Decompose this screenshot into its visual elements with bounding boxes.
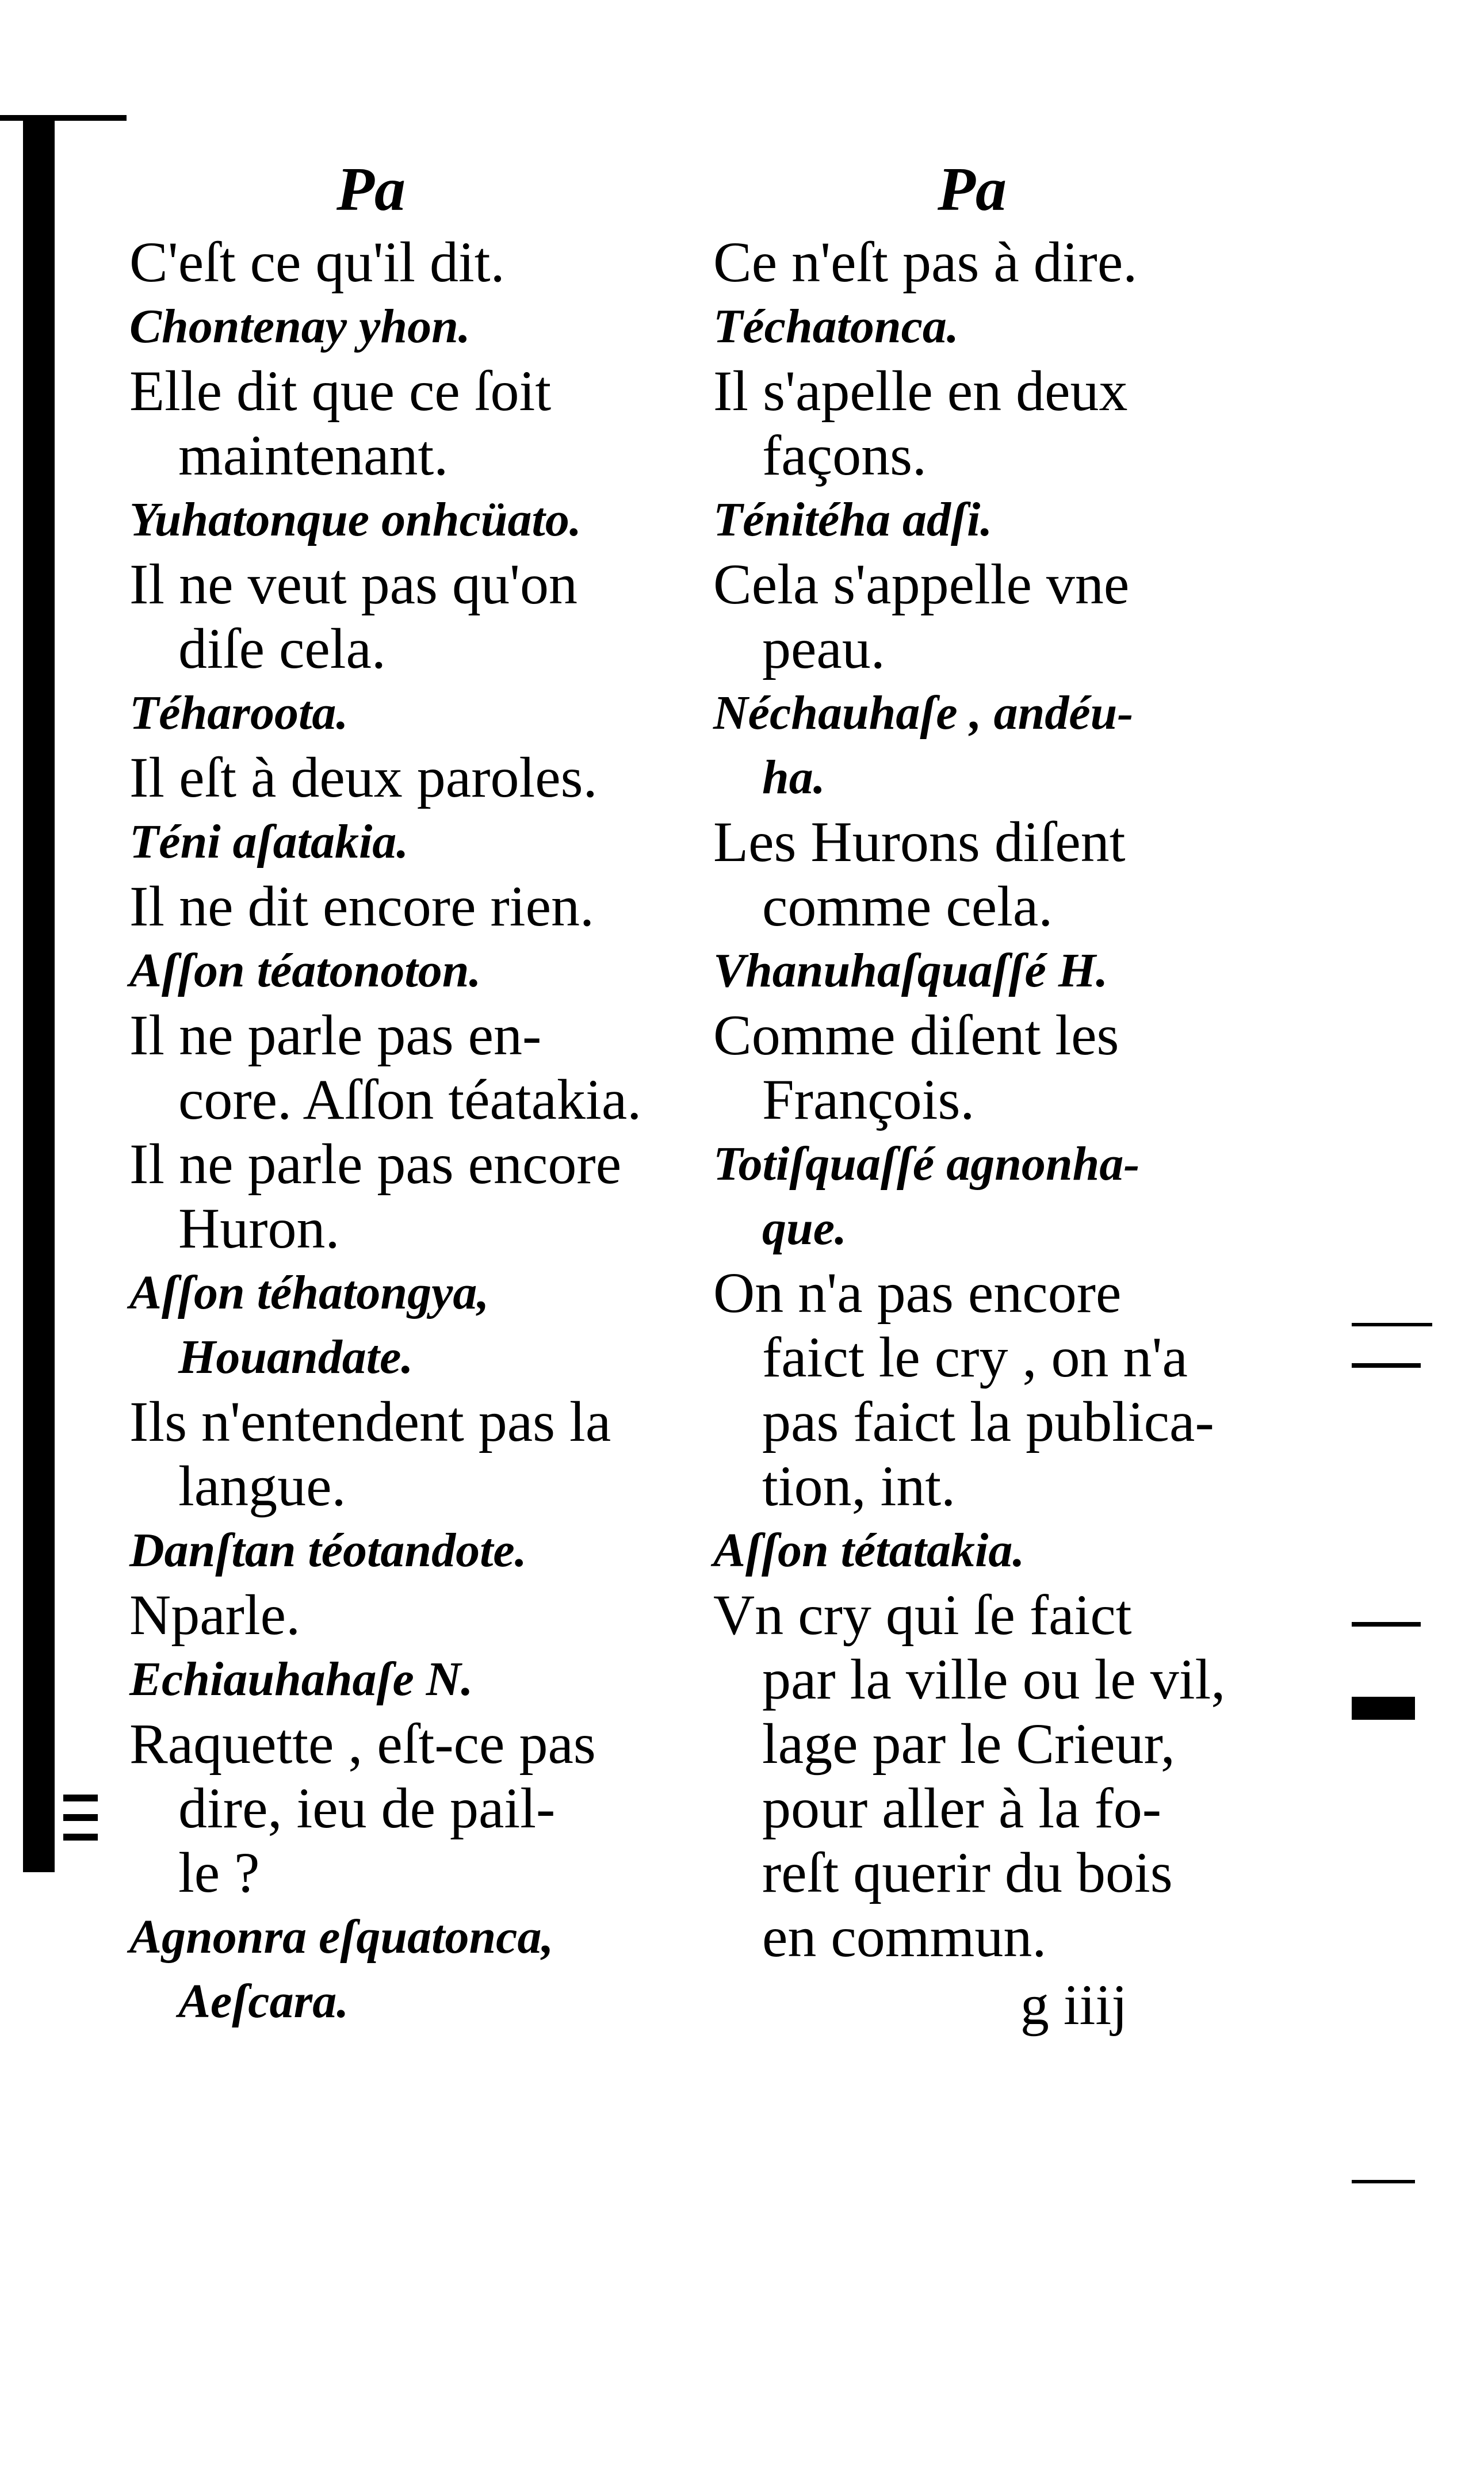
french-entry bbox=[129, 1003, 682, 1132]
huron-entry bbox=[713, 294, 1265, 359]
entry-line: par la ville ou le vil, bbox=[762, 1647, 1226, 1711]
french-entry bbox=[129, 1132, 682, 1261]
entry-line: peau. bbox=[762, 617, 885, 680]
french-entry bbox=[129, 230, 682, 294]
running-head-left: Pa bbox=[336, 155, 406, 224]
huron-entry bbox=[713, 939, 1265, 1003]
entry-line: Ce n'eſt pas à dire. bbox=[713, 230, 1138, 294]
huron-entry bbox=[129, 1905, 682, 2034]
entry-line: Elle dit que ce ſoit bbox=[129, 359, 552, 423]
french-entry bbox=[129, 552, 682, 681]
entry-line: Agnonra eſquatonca, bbox=[129, 1910, 554, 1964]
huron-entry bbox=[129, 939, 682, 1003]
entry-line: Totiſquaſſé agnonha- bbox=[713, 1137, 1140, 1191]
entry-line: maintenant. bbox=[178, 423, 449, 487]
entry-line: Il s'apelle en deux bbox=[713, 359, 1128, 423]
entry-line: Yuhatonque onhcüato. bbox=[129, 493, 582, 546]
huron-entry bbox=[713, 488, 1265, 552]
entry-line: en commun. bbox=[762, 1905, 1047, 1969]
huron-entry bbox=[129, 1518, 682, 1583]
huron-entry bbox=[129, 488, 682, 552]
entry-line: Il ne parle pas encore bbox=[129, 1132, 622, 1196]
entry-line: Il eſt à deux paroles. bbox=[129, 745, 598, 809]
huron-entry bbox=[713, 1518, 1265, 1583]
french-entry bbox=[713, 552, 1265, 681]
huron-entry bbox=[129, 294, 682, 359]
huron-entry bbox=[129, 681, 682, 745]
entry-line: Aſſon tétatakia. bbox=[713, 1524, 1025, 1577]
huron-entry bbox=[129, 1647, 682, 1712]
entry-line: C'eſt ce qu'il dit. bbox=[129, 230, 505, 294]
entry-line: Aeſcara. bbox=[178, 1975, 349, 2028]
huron-entry bbox=[129, 1261, 682, 1390]
entry-line: pas faict la publica- bbox=[762, 1390, 1214, 1453]
entry-line: Huron. bbox=[178, 1196, 340, 1260]
entry-line: Il ne veut pas qu'on bbox=[129, 552, 577, 616]
french-entry bbox=[129, 1583, 682, 1647]
entry-line: Raquette , eſt-ce pas bbox=[129, 1712, 596, 1776]
entry-line: Les Hurons diſent bbox=[713, 810, 1126, 874]
french-entry bbox=[713, 1261, 1265, 1518]
french-entry bbox=[129, 1712, 682, 1905]
french-entry bbox=[713, 1003, 1265, 1132]
entry-line: le ? bbox=[178, 1841, 260, 1904]
french-entry bbox=[713, 359, 1265, 488]
entry-line: reſt querir du bois bbox=[762, 1841, 1173, 1904]
huron-entry bbox=[713, 1132, 1265, 1261]
entry-line: diſe cela. bbox=[178, 617, 386, 680]
entry-line: Vn cry qui ſe faict bbox=[713, 1583, 1132, 1647]
french-entry bbox=[713, 1583, 1265, 1969]
entry-line: Vhanuhaſquaſſé H. bbox=[713, 944, 1108, 997]
entry-line: Il ne parle pas en- bbox=[129, 1003, 542, 1067]
french-entry bbox=[713, 230, 1265, 294]
entry-line: Ils n'entendent pas la bbox=[129, 1390, 611, 1453]
right-entries bbox=[713, 230, 1265, 1969]
entry-line: Cela s'appelle vne bbox=[713, 552, 1130, 616]
running-head-right: Pa bbox=[938, 155, 1007, 224]
entry-line: lage par le Crieur, bbox=[762, 1712, 1175, 1776]
entry-line: Aſſon téhatongya, bbox=[129, 1266, 489, 1319]
entry-line: Echiauhahaſe N. bbox=[129, 1652, 473, 1706]
entry-line: tion, int. bbox=[762, 1454, 956, 1518]
entry-line: Téni aſatakia. bbox=[129, 815, 409, 869]
entry-line: langue. bbox=[178, 1454, 346, 1518]
binding-edge-top bbox=[0, 115, 127, 121]
entry-line: François. bbox=[762, 1068, 975, 1131]
entry-line: Houandate. bbox=[178, 1330, 414, 1384]
entry-line: Téchatonca. bbox=[713, 300, 959, 353]
entry-line: On n'a pas encore bbox=[713, 1261, 1122, 1325]
entry-line: comme cela. bbox=[762, 874, 1053, 938]
entry-line: Nparle. bbox=[129, 1583, 301, 1647]
entry-line: Ténitéha adſi. bbox=[713, 493, 993, 546]
left-column bbox=[129, 155, 682, 2034]
entry-line: faict le cry , on n'a bbox=[762, 1325, 1188, 1389]
entry-line: core. Aſſon téatakia. bbox=[178, 1068, 642, 1131]
entry-line: Comme diſent les bbox=[713, 1003, 1119, 1067]
entry-line: Téharoota. bbox=[129, 686, 349, 740]
entry-line: Il ne dit encore rien. bbox=[129, 874, 594, 938]
signature-mark: g iiij bbox=[1020, 1973, 1127, 2037]
entry-line: ha. bbox=[762, 751, 825, 804]
margin-ticks bbox=[63, 1795, 98, 1858]
french-entry bbox=[129, 359, 682, 488]
entry-line: que. bbox=[762, 1202, 847, 1255]
huron-entry bbox=[713, 681, 1265, 810]
entry-line: pour aller à la fo- bbox=[762, 1776, 1162, 1840]
binding-edge bbox=[23, 118, 55, 1872]
huron-entry bbox=[129, 810, 682, 874]
right-margin-marks bbox=[1334, 0, 1484, 2479]
entry-line: dire, ieu de pail- bbox=[178, 1776, 556, 1840]
french-entry bbox=[129, 745, 682, 810]
french-entry bbox=[129, 1390, 682, 1518]
left-entries bbox=[129, 230, 682, 2034]
entry-line: Aſſon téatonoton. bbox=[129, 944, 481, 997]
entry-line: Danſtan téotandote. bbox=[129, 1524, 527, 1577]
entry-line: Néchauhaſe , andéu- bbox=[713, 686, 1134, 740]
french-entry bbox=[713, 810, 1265, 939]
entry-line: Chontenay yhon. bbox=[129, 300, 471, 353]
right-column bbox=[713, 155, 1265, 2037]
entry-line: façons. bbox=[762, 423, 927, 487]
french-entry bbox=[129, 874, 682, 939]
